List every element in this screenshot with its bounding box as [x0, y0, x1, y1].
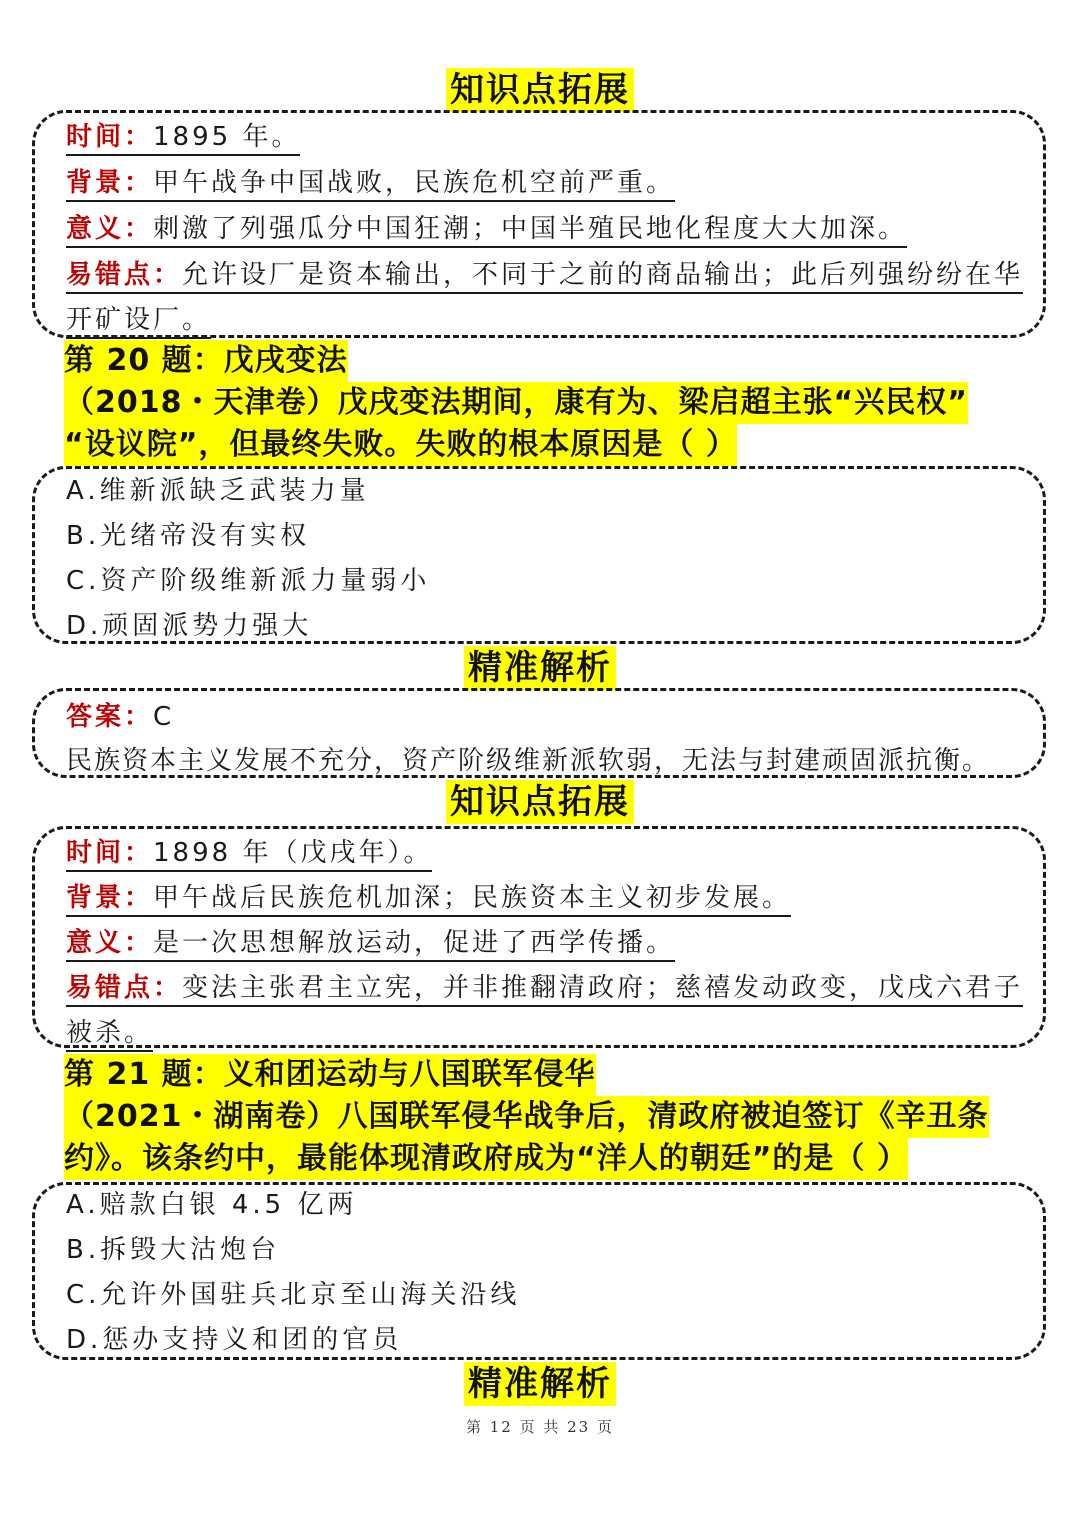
question-title: 第 20 题：戊戌变法: [64, 340, 348, 382]
significance-text: 刺激了列强瓜分中国狂潮；中国半殖民地化程度大大加深。: [153, 214, 908, 244]
time-text: 1898 年（戊戌年）。: [153, 838, 433, 868]
background-label: 背景：: [66, 168, 154, 198]
time-label: 时间：: [66, 838, 154, 868]
k1-time-line: [66, 120, 300, 154]
option-d: D.顽固派势力强大: [66, 611, 313, 641]
k1-significance-line: [66, 212, 907, 246]
error-text-continued: 开矿设厂。: [66, 305, 211, 339]
error-label: 易错点：: [66, 260, 183, 290]
section-heading-analysis-2: [0, 1362, 1080, 1406]
option-a: A.赔款白银 4.5 亿两: [66, 1190, 358, 1220]
option-d: D.惩办支持义和团的官员: [66, 1325, 403, 1355]
question-20: [64, 340, 968, 466]
option-b: B.光绪帝没有实权: [66, 521, 311, 551]
question-stem-line-1: （2021・湖南卷）八国联军侵华战争后，清政府被迫签订《辛丑条: [64, 1096, 989, 1138]
question-21: [64, 1054, 989, 1180]
k1-error-line: [66, 258, 1023, 292]
answer-label: 答案：: [66, 702, 154, 732]
error-text: 允许设厂是资本输出，不同于之前的商品输出；此后列强纷纷在华: [182, 260, 1024, 290]
answer-explanation: 民族资本主义发展不充分，资产阶级维新派软弱，无法与封建顽固派抗衡。: [66, 746, 991, 776]
option-b: B.拆毁大沽炮台: [66, 1235, 281, 1265]
error-text: 变法主张君主立宪，并非推翻清政府；慈禧发动政变，戊戌六君子: [182, 973, 1024, 1003]
error-text-continued: 被杀。: [66, 1018, 153, 1052]
section-heading-analysis-1: [0, 646, 1080, 690]
significance-text: 是一次思想解放运动，促进了西学传播。: [153, 928, 676, 958]
page-footer: 第 12 页 共 23 页: [465, 1418, 614, 1436]
background-text: 甲午战后民族危机加深；民族资本主义初步发展。: [153, 883, 792, 913]
k2-time-line: [66, 836, 432, 870]
question-stem-line-2: 约》。该条约中，最能体现清政府成为“洋人的朝廷”的是（ ）: [64, 1138, 908, 1180]
background-label: 背景：: [66, 883, 154, 913]
option-c: C.允许外国驻兵北京至山海关沿线: [66, 1280, 521, 1310]
option-a: A.维新派缺乏武装力量: [66, 476, 370, 506]
background-text: 甲午战争中国战败，民族危机空前严重。: [153, 168, 676, 198]
significance-label: 意义：: [66, 214, 154, 244]
k2-error-line-2: [66, 1016, 153, 1050]
k1-error-line-2: [66, 303, 211, 337]
option-c: C.资产阶级维新派力量弱小: [66, 566, 431, 596]
k2-error-line: [66, 971, 1023, 1005]
k1-background-line: [66, 166, 675, 200]
answer-line: [66, 700, 174, 734]
section-heading-text: 知识点拓展: [446, 780, 634, 824]
section-heading-text: 知识点拓展: [446, 68, 634, 112]
question-stem-line-1: （2018・天津卷）戊戌变法期间，康有为、梁启超主张“兴民权”: [64, 382, 968, 424]
answer-value: C: [153, 702, 175, 732]
significance-label: 意义：: [66, 928, 154, 958]
section-heading-knowledge-1: [0, 68, 1080, 112]
k2-background-line: [66, 881, 791, 915]
question-stem-line-2: “设议院”，但最终失败。失败的根本原因是（ ）: [64, 424, 737, 466]
section-heading-knowledge-2: [0, 780, 1080, 824]
section-heading-text: 精准解析: [464, 1362, 616, 1406]
k2-significance-line: [66, 926, 675, 960]
time-label: 时间：: [66, 122, 154, 152]
time-text: 1895 年。: [153, 122, 301, 152]
error-label: 易错点：: [66, 973, 183, 1003]
section-heading-text: 精准解析: [464, 646, 616, 690]
question-title: 第 21 题：义和团运动与八国联军侵华: [64, 1054, 596, 1096]
